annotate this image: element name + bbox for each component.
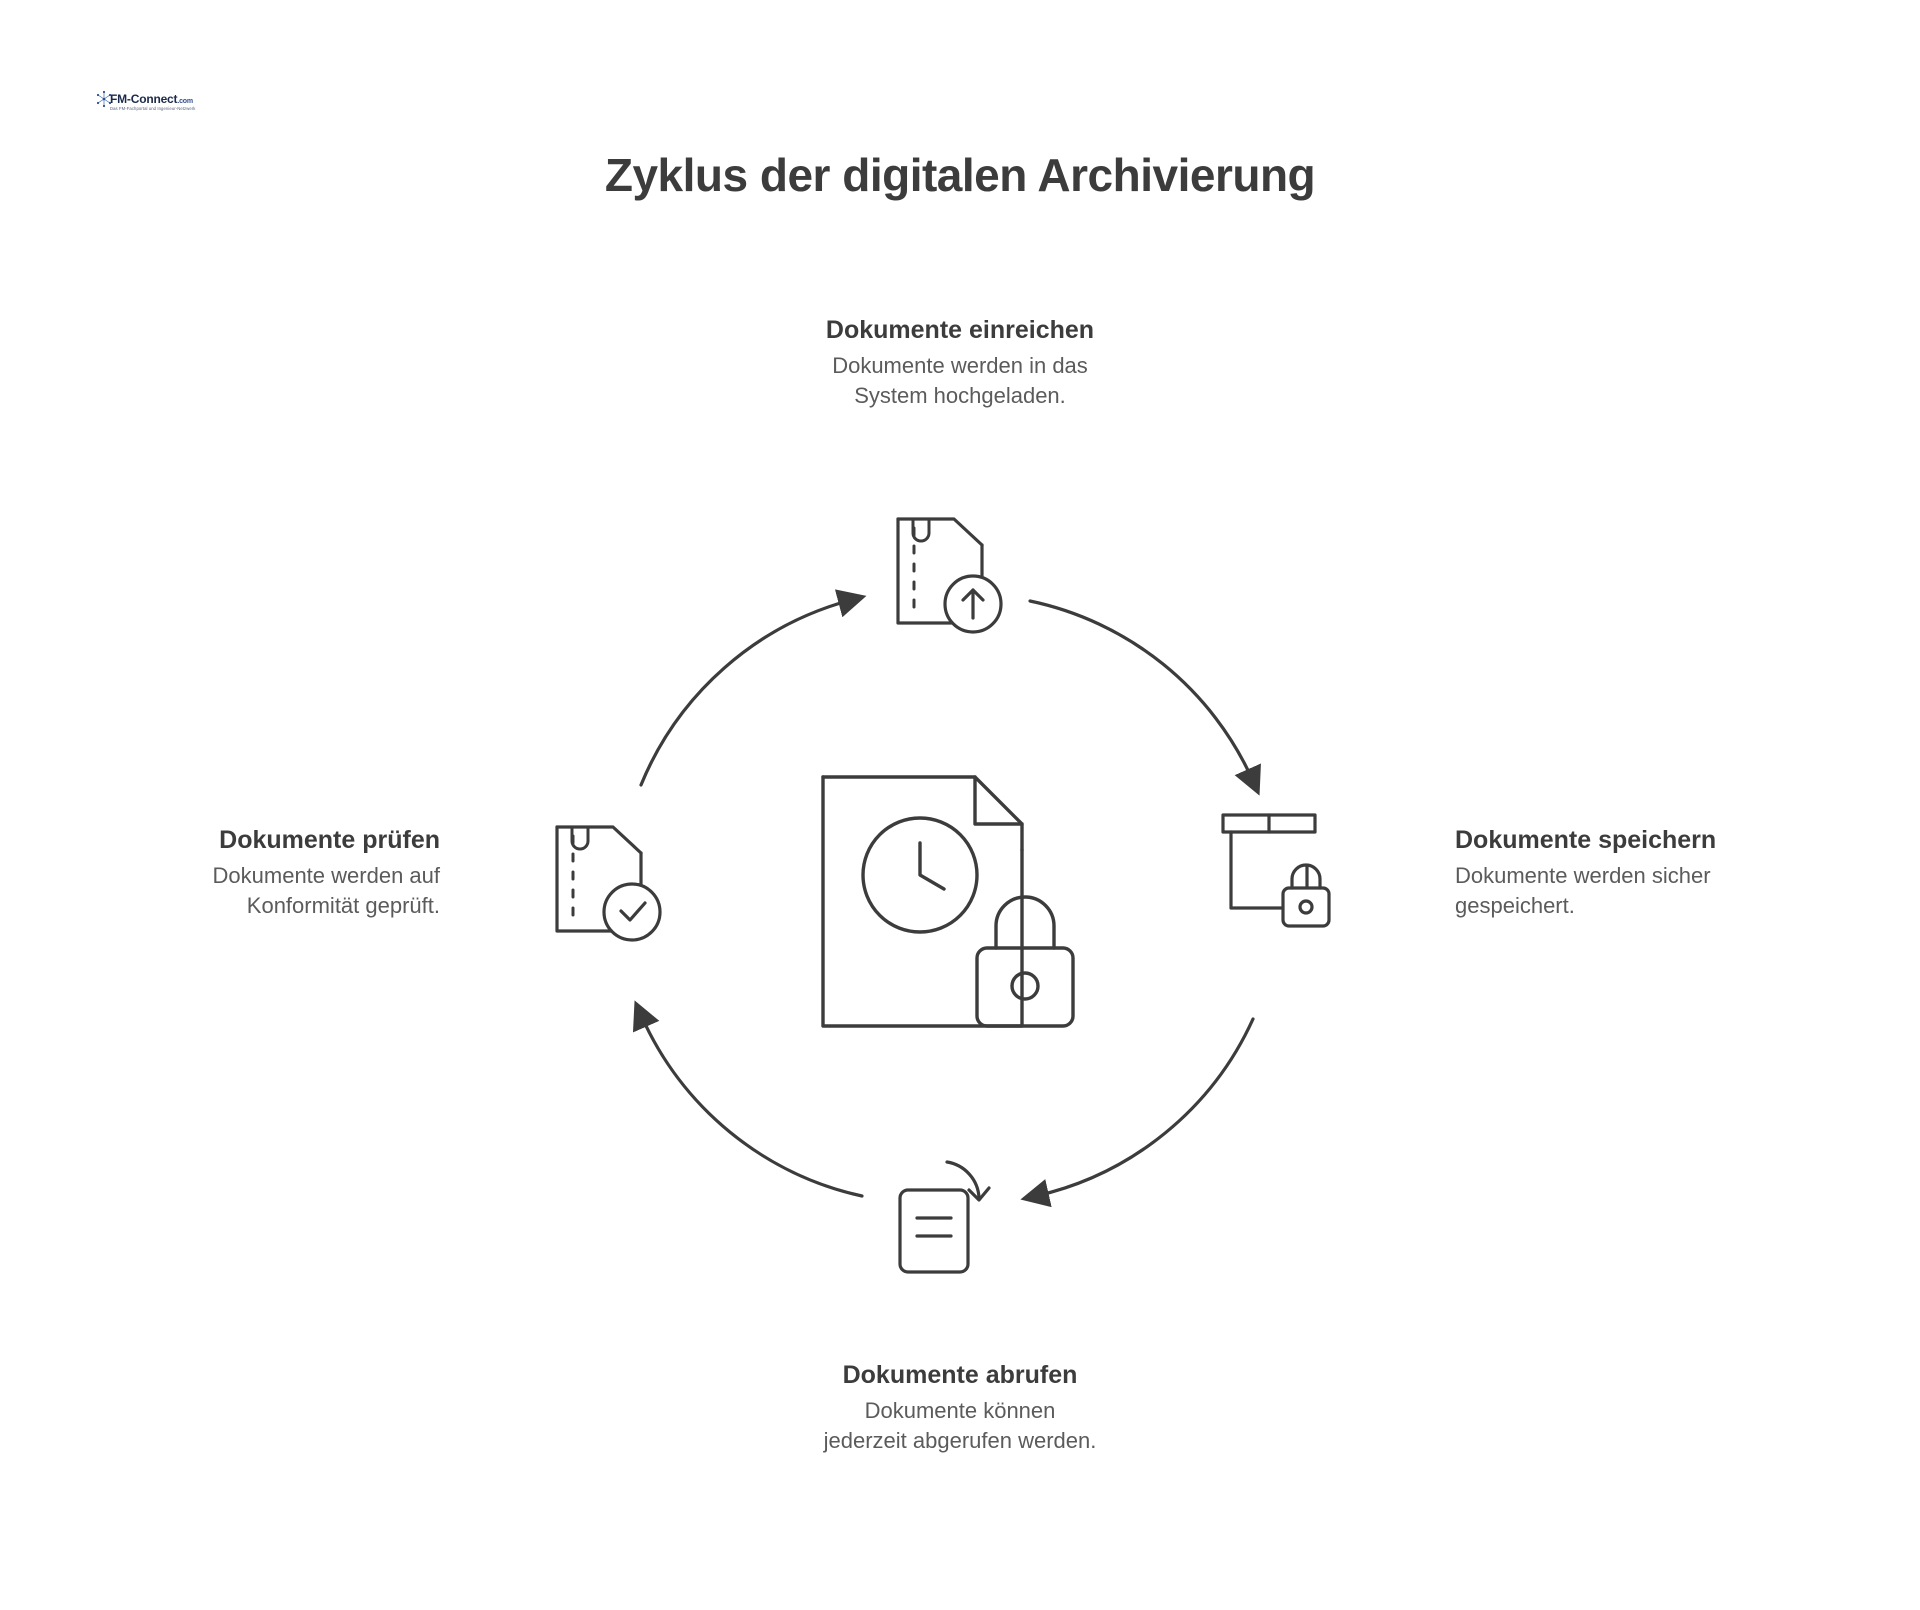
box-lock-icon xyxy=(1223,815,1329,926)
arc-right-to-bottom xyxy=(1036,1019,1253,1196)
step-desc-top-line1: Dokumente werden in das xyxy=(832,353,1088,379)
step-label-left xyxy=(50,825,440,921)
step-desc-left-line2: Konformität geprüft. xyxy=(246,892,440,918)
step-desc-left-line1: Dokumente werden auf xyxy=(212,863,440,889)
step-label-bottom xyxy=(620,1360,1300,1456)
document-retrieve-arrow-icon xyxy=(900,1162,989,1272)
step-heading-right: Dokumente speichern xyxy=(1455,826,1717,854)
step-heading-top: Dokumente einreichen xyxy=(825,316,1095,344)
document-clock-lock-icon xyxy=(823,777,1073,1026)
step-desc-right-line2: gespeichert. xyxy=(1455,892,1575,918)
document-check-icon xyxy=(557,827,660,940)
page-title: Zyklus der digitalen Archivierung xyxy=(604,149,1316,201)
step-label-top xyxy=(620,315,1300,411)
step-heading-left: Dokumente prüfen xyxy=(219,826,440,854)
step-desc-right-line1: Dokumente werden sicher xyxy=(1455,863,1711,889)
logo-name: FM-Connect xyxy=(110,92,178,106)
logo-suffix: .com xyxy=(177,98,193,105)
step-label-right xyxy=(1455,825,1875,921)
step-desc-bottom-line2: jederzeit abgerufen werden. xyxy=(823,1427,1097,1453)
arc-bottom-to-left xyxy=(641,1015,862,1196)
step-desc-top-line2: System hochgeladen. xyxy=(854,382,1066,408)
logo-tagline: Das FM-Fachportal und Ingenieur-Netzwerk xyxy=(110,106,196,111)
step-desc-bottom-line1: Dokumente können xyxy=(864,1398,1056,1424)
step-heading-bottom: Dokumente abrufen xyxy=(842,1361,1078,1389)
document-upload-icon xyxy=(898,519,1001,632)
arc-top-to-right xyxy=(1030,601,1253,781)
arc-left-to-top xyxy=(641,600,851,785)
